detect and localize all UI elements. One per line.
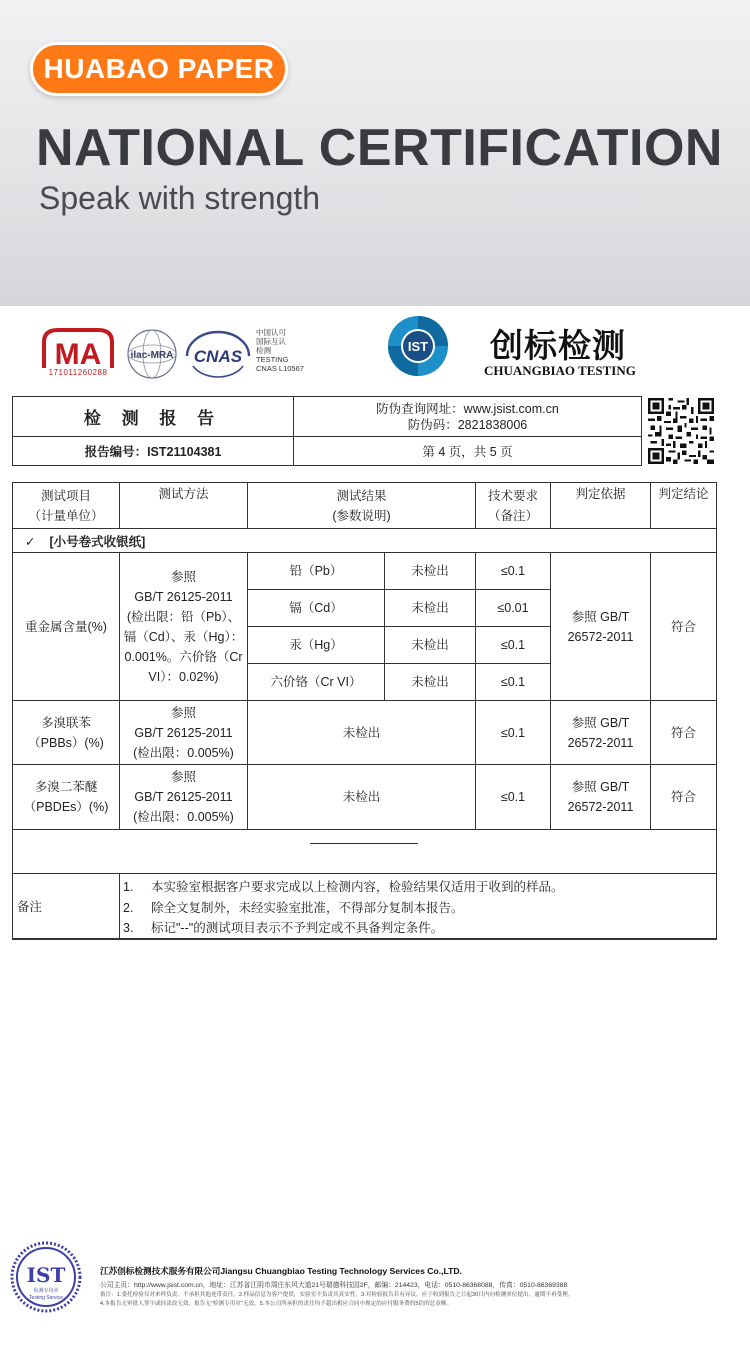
col-header-requirement xyxy=(476,483,550,528)
cnas-line: 检测 xyxy=(256,346,271,355)
ist-seal-icon xyxy=(9,1240,83,1314)
header-text: 测试项目 xyxy=(40,488,91,503)
method-line: GB/T 26125-2011 xyxy=(134,725,233,740)
hero-banner xyxy=(0,0,750,306)
seal-en: Testing Service xyxy=(29,1295,63,1301)
method-line: 参照 xyxy=(170,569,196,584)
conclusion-pbb: 符合 xyxy=(670,725,696,740)
qr-code-icon xyxy=(648,398,714,464)
sub-item-name: 汞（Hg） xyxy=(289,638,343,652)
basis-pbb xyxy=(551,701,650,764)
item-pbde xyxy=(13,765,119,829)
header-text: （备注） xyxy=(487,508,538,523)
sub-item-result: 未检出 xyxy=(411,601,449,615)
note-text: 本实验室根据客户要求完成以上检测内容，检验结果仅适用于收到的样品。 xyxy=(151,880,564,894)
footer-contact: 公司主页：http://www.jsist.com.cn，地址：江苏省江阴市周庄东风大道21号瑞德科技园2F，邮编：214423，电话：0510-86368088，传真：0510-86369388 xyxy=(100,1282,568,1289)
hero-subtitle: Speak with strength xyxy=(39,180,321,216)
col-header-method: 测试方法 xyxy=(158,487,209,501)
sub-item-result: 未检出 xyxy=(411,675,449,689)
report-header-table xyxy=(12,396,642,466)
ilac-mra-icon xyxy=(126,328,178,380)
limit-pbb: ≤0.1 xyxy=(500,725,526,740)
verify-code: 防伪码：2821838006 xyxy=(407,417,528,432)
ma-text: MA xyxy=(54,338,102,371)
report-number: 报告编号：IST21104381 xyxy=(13,437,294,465)
header-text: (参数说明) xyxy=(332,508,391,523)
seal-text: IST xyxy=(26,1263,66,1287)
basis-line: 26572-2011 xyxy=(567,800,634,814)
note-number: 1. xyxy=(123,880,134,894)
company-name-cn: 创标检测 xyxy=(490,326,626,365)
cnas-line: TESTING xyxy=(256,355,289,364)
basis-line: 26572-2011 xyxy=(567,629,634,644)
method-line: GB/T 26125-2011 xyxy=(134,589,233,604)
result-pbde: 未检出 xyxy=(342,790,381,804)
verify-url: 防伪查询网址：www.jsist.com.cn xyxy=(376,401,559,416)
header-text: 技术要求 xyxy=(487,488,538,503)
brand-pill: HUABAO PAPER xyxy=(30,42,288,96)
basis-line: 参照 GB/T xyxy=(571,780,630,794)
method-line: (检出限：0.005%) xyxy=(133,745,234,760)
sub-item-limit: ≤0.01 xyxy=(497,601,529,615)
company-name-en: CHUANGBIAO TESTING xyxy=(484,363,636,378)
result-pbb: 未检出 xyxy=(342,725,381,740)
note-text: 除全文复制外，未经实验室批准，不得部分复制本报告。 xyxy=(151,900,464,915)
check-icon: ✓ xyxy=(25,534,36,549)
ist-logo-icon xyxy=(386,314,450,378)
verification-info xyxy=(294,397,641,437)
note-number: 3. xyxy=(123,921,134,935)
test-report-document xyxy=(0,306,750,1356)
cnas-text: CNAS xyxy=(193,347,243,366)
sub-item-limit: ≤0.1 xyxy=(500,638,526,652)
cnas-line: 中国认可 xyxy=(256,328,286,337)
sub-item-name: 铅（Pb） xyxy=(289,564,343,578)
footer-terms xyxy=(100,1291,710,1309)
test-results-table xyxy=(12,482,717,940)
col-header-result xyxy=(248,483,475,528)
ma-number: 171011260288 xyxy=(48,368,108,377)
note-number: 2. xyxy=(123,900,134,915)
sub-item-limit: ≤0.1 xyxy=(500,564,526,578)
sub-item-name: 镉（Cd） xyxy=(289,601,343,615)
item-line: 多溴二苯醚 xyxy=(34,780,98,794)
basis-pbde xyxy=(551,765,650,829)
basis-heavy-metal xyxy=(551,553,650,700)
hero-title: NATIONAL CERTIFICATION xyxy=(36,119,723,177)
method-line: (检出限：0.005%) xyxy=(133,810,234,824)
basis-line: 26572-2011 xyxy=(567,735,634,750)
method-heavy-metal xyxy=(120,553,247,700)
method-line: GB/T 26125-2011 xyxy=(134,790,233,804)
item-line: （PBDEs）(%) xyxy=(23,800,109,814)
terms-line: 4.本报告无审批人签字或经涂改无效，报告无"检测专用章"无效。5.本公司所承担的责任均不超出相应合同中规定的应付服务费的5倍的总金额。 xyxy=(100,1301,453,1307)
item-line: 多溴联苯 xyxy=(40,715,91,730)
cnas-logo-icon xyxy=(183,326,253,380)
remark-note xyxy=(123,918,564,939)
section-title: [小号卷式收银纸] xyxy=(49,535,146,549)
remarks-label: 备注 xyxy=(13,874,120,938)
end-divider xyxy=(310,843,418,844)
logo-row xyxy=(0,306,750,392)
footer-info xyxy=(100,1265,710,1309)
remarks-notes xyxy=(123,877,564,939)
col-header-item xyxy=(13,483,119,528)
report-title: 检 测 报 告 xyxy=(13,397,294,437)
remark-note xyxy=(123,877,564,898)
col-header-conclusion: 判定结论 xyxy=(658,487,709,501)
basis-line: 参照 GB/T xyxy=(571,609,630,624)
cnas-caption xyxy=(256,328,304,373)
remarks-table xyxy=(12,873,717,939)
item-pbb xyxy=(13,701,119,764)
basis-line: 参照 GB/T xyxy=(571,715,630,730)
method-line: 参照 xyxy=(170,705,196,720)
method-line: VI）：0.02%) xyxy=(148,669,219,684)
method-pbde xyxy=(120,765,247,829)
footer-company: 江苏创标检测技术服务有限公司Jiangsu Chuangbiao Testing Technology Services Co.,LTD. xyxy=(100,1266,462,1276)
seal-sub: 检测专用章 xyxy=(33,1288,59,1294)
sub-item-limit: ≤0.1 xyxy=(500,675,526,689)
cnas-line: CNAS L10567 xyxy=(256,364,304,373)
sub-item-result: 未检出 xyxy=(411,638,449,652)
cnas-line: 国际互认 xyxy=(256,337,286,346)
method-line: 0.001%。六价铬（Cr xyxy=(124,649,243,664)
page-indicator: 第 4 页，共 5 页 xyxy=(422,445,513,459)
limit-pbde: ≤0.1 xyxy=(500,790,526,804)
note-text: 标记"--"的测试项目表示不予判定或不具备判定条件。 xyxy=(151,921,444,935)
terms-line: 备注：1.委托检验仅对来样负责，不承担其他连带责任。2.样品信息为客户提供，实验室不负责其真实性。3.对检验报告若有异议，应于收到报告之日起30日内向检测单位提出，逾期不再受理。 xyxy=(100,1292,574,1298)
col-header-basis: 判定依据 xyxy=(575,487,626,501)
ilac-text: ilac-MRA xyxy=(130,350,174,361)
item-heavy-metal: 重金属含量(%) xyxy=(25,619,107,634)
header-text: （计量单位） xyxy=(28,508,104,523)
conclusion-pbde: 符合 xyxy=(670,790,696,804)
conclusion-heavy-metal: 符合 xyxy=(670,619,696,634)
remark-note xyxy=(123,898,564,919)
method-pbb xyxy=(120,701,247,764)
item-line: （PBBs）(%) xyxy=(28,735,104,750)
method-line: (检出限：铅（Pb）、 xyxy=(126,609,241,624)
method-line: 镉（Cd）、汞（Hg）： xyxy=(123,629,244,644)
section-row xyxy=(25,530,145,552)
method-line: 参照 xyxy=(170,770,196,784)
sub-item-name: 六价铬（Cr VI） xyxy=(270,675,362,689)
ist-text: IST xyxy=(407,339,429,354)
sub-item-result: 未检出 xyxy=(411,564,449,578)
header-text: 测试结果 xyxy=(336,488,387,503)
